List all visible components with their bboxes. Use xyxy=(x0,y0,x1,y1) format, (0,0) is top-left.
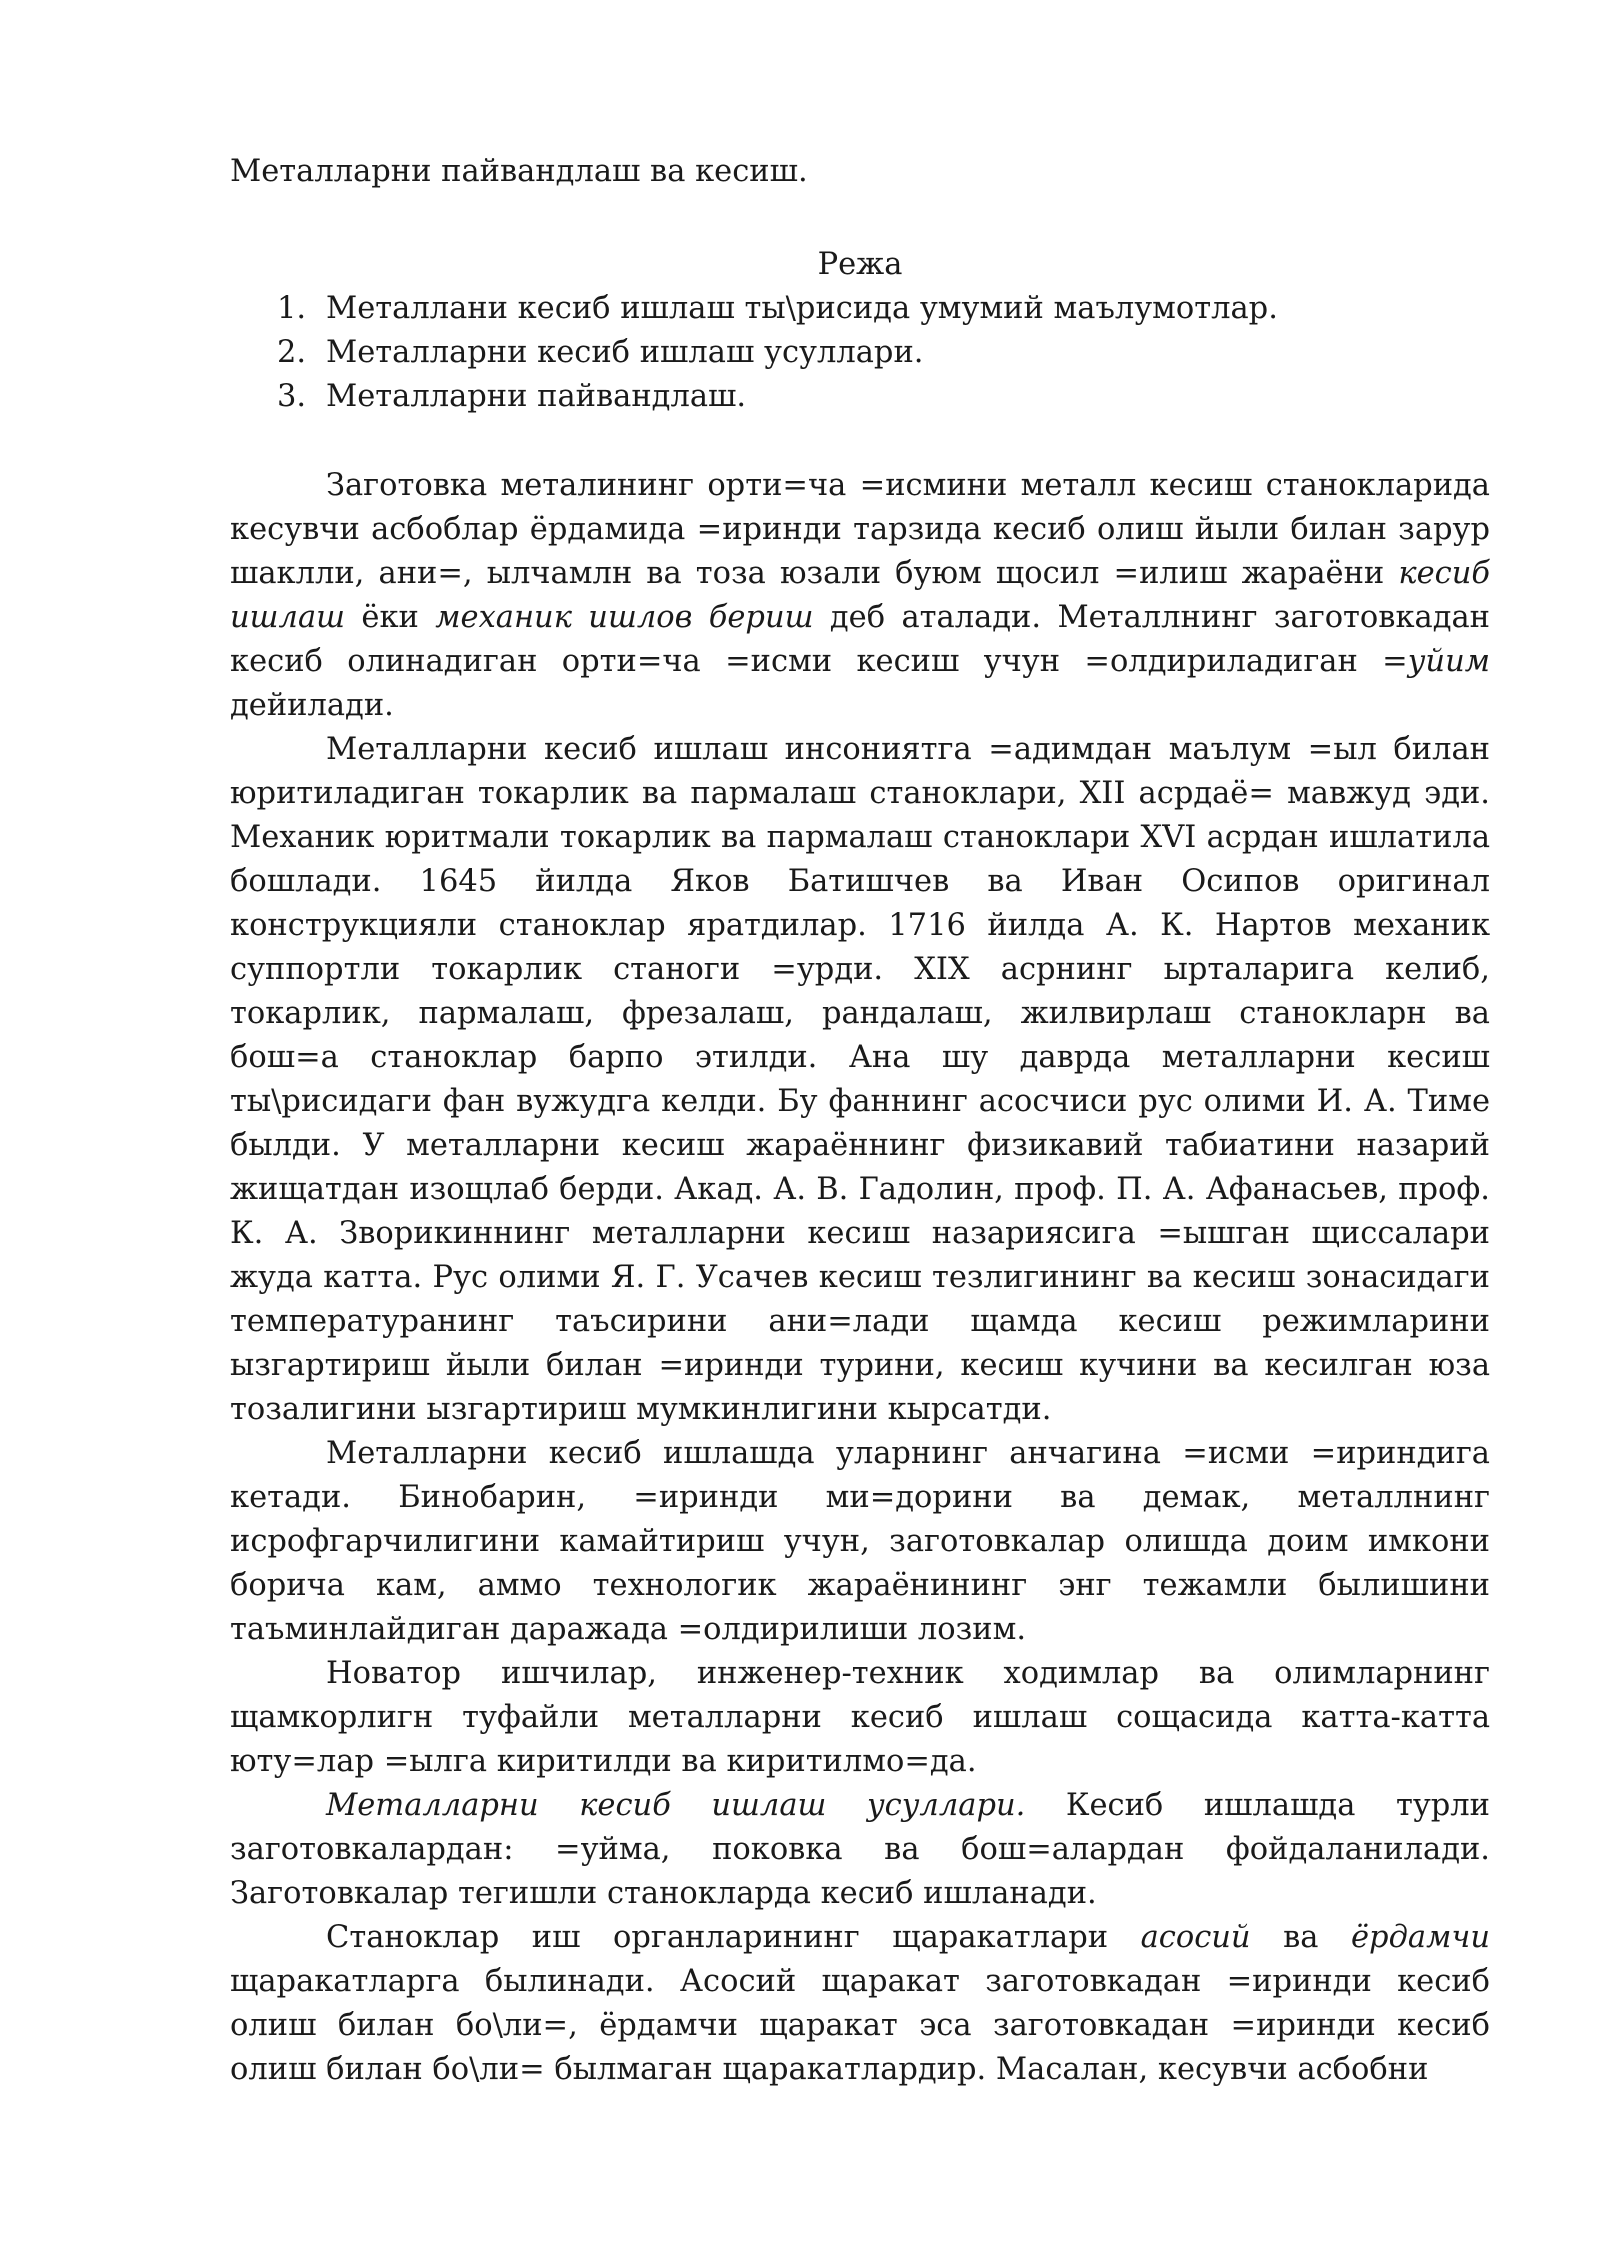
paragraph-text: ёки xyxy=(345,600,436,635)
plan-item xyxy=(230,331,1490,375)
paragraph-definition xyxy=(230,464,1490,728)
paragraph-text: Новатор ишчилар, инженер-техник ходимлар ва олимларнинг щамкорлигн туфайли металларни кесиб ишлаш сощасида катта-катта юту=лар =ылга киритилди ва киритилмо=да. xyxy=(230,1656,1490,1779)
paragraph-text: Металларни кесиб ишлашда уларнинг анчагина =исми =ириндига кетади. Бинобарин, =иринди ми=дорини ва демак, металлнинг исрофгарчилигини камайтириш учун, заготовкалар олишда доим имкони борича кам, аммо технологик жараёнининг энг тежамли былишини таъминлайдиган даражада =олдирилиши лозим. xyxy=(230,1436,1490,1647)
paragraph-text: щаракатларга былинади. Асосий щаракат заготовкадан =иринди кесиб олиш билан бо\ли=, ёрдамчи щаракат эса заготовкадан =иринди кесиб олиш билан бо\ли= былмаган щаракатлардир. Масалан, кесувчи асбобни xyxy=(230,1964,1490,2087)
plan-item-text: Металлани кесиб ишлаш ты\рисида умумий маълумотлар. xyxy=(326,291,1278,326)
plan-item-number: 1. xyxy=(277,291,307,326)
paragraph-chips xyxy=(230,1432,1490,1652)
paragraph-methods xyxy=(230,1784,1490,1916)
paragraph-text: ва xyxy=(1250,1920,1351,1955)
plan-item xyxy=(230,287,1490,331)
paragraph-innovators xyxy=(230,1652,1490,1784)
plan-heading: Режа xyxy=(817,247,903,282)
plan-item xyxy=(230,375,1490,419)
emphasized-term: механик ишлов бериш xyxy=(435,600,814,635)
paragraph-text: деб аталади. Металлнинг заготовкадан кесиб олинадиган орти=ча =исми кесиш учун =олдириладиган xyxy=(230,600,1490,679)
document-page xyxy=(230,150,1490,2092)
paragraph-text: Станоклар иш органларининг щаракатлари xyxy=(326,1920,1141,1955)
paragraph-text: Заготовка металининг орти=ча =исмини металл кесиш станокларида кесувчи асбоблар ёрдамида =иринди тарзида кесиб олиш йыли билан зарур шаклли, ани=, ылчамлн ва тоза юзали буюм щосил =илиш жараёни xyxy=(230,468,1490,591)
emphasized-term: асосий xyxy=(1140,1920,1251,1955)
paragraph-motions xyxy=(230,1916,1490,2092)
plan-item-number: 2. xyxy=(277,335,307,370)
plan-item-text: Металларни пайвандлаш. xyxy=(326,379,747,414)
plan-item-number: 3. xyxy=(277,379,307,414)
paragraph-text: дейилади. xyxy=(230,688,394,723)
paragraph-text: Кесиб ишлашда турли заготовкалардан: =уйма, поковка ва бош=алардан фойдаланилади. Заготовкалар тегишли станокларда кесиб ишланади. xyxy=(230,1788,1490,1911)
paragraph-text: Металларни кесиб ишлаш инсониятга =адимдан маълум =ыл билан юритиладиган токарлик ва пармалаш станоклари, XII асрдаё= мавжуд эди. Механик юритмали токарлик ва пармалаш станоклари XVI асрдан ишлатила бошлади. 1645 йилда Яков Батишчев ва Иван Осипов оригинал конструкцияли станоклар яратдилар. 1716 йилда А. К. Нартов механик суппортли токарлик станоги =урди. XIX асрнинг ырталарига келиб, токарлик, пармалаш, фрезалаш, рандалаш, жилвирлаш станокларн ва бош=а станоклар барпо этилди. Ана шу даврда металларни кесиш ты\рисидаги фан вужудга келди. Бу фаннинг асосчиси рус олими И. А. Тиме былди. У металларни кесиш жараённинг физикавий табиатини назарий жищатдан изощлаб берди. Акад. А. В. Гадолин, проф. П. А. Афанасьев, проф. К. А. Зворикиннинг металларни кесиш назариясига =ышган щиссалари жуда катта. Рус олими Я. Г. Усачев кесиш тезлигининг ва кесиш зонасидаги температуранинг таъсирини ани=лади щамда кесиш режимларини ызгартириш йыли билан =иринди турини, кесиш кучини ва кесилган юза тозалигини ызгартириш мумкинлигини кырсатди. xyxy=(230,732,1490,1427)
section-heading: Металларни кесиб ишлаш усуллари. xyxy=(326,1788,1026,1823)
paragraph-history xyxy=(230,728,1490,1432)
emphasized-term: кесиб ишлаш xyxy=(230,556,1490,635)
document-title: Металларни пайвандлаш ва кесиш. xyxy=(230,154,808,189)
document-body xyxy=(230,464,1490,2092)
plan-item-text: Металларни кесиб ишлаш усуллари. xyxy=(326,335,924,370)
plan-list xyxy=(230,287,1490,419)
emphasized-term: ёрдамчи xyxy=(1351,1920,1490,1955)
emphasized-term: =уйим xyxy=(1382,644,1490,679)
